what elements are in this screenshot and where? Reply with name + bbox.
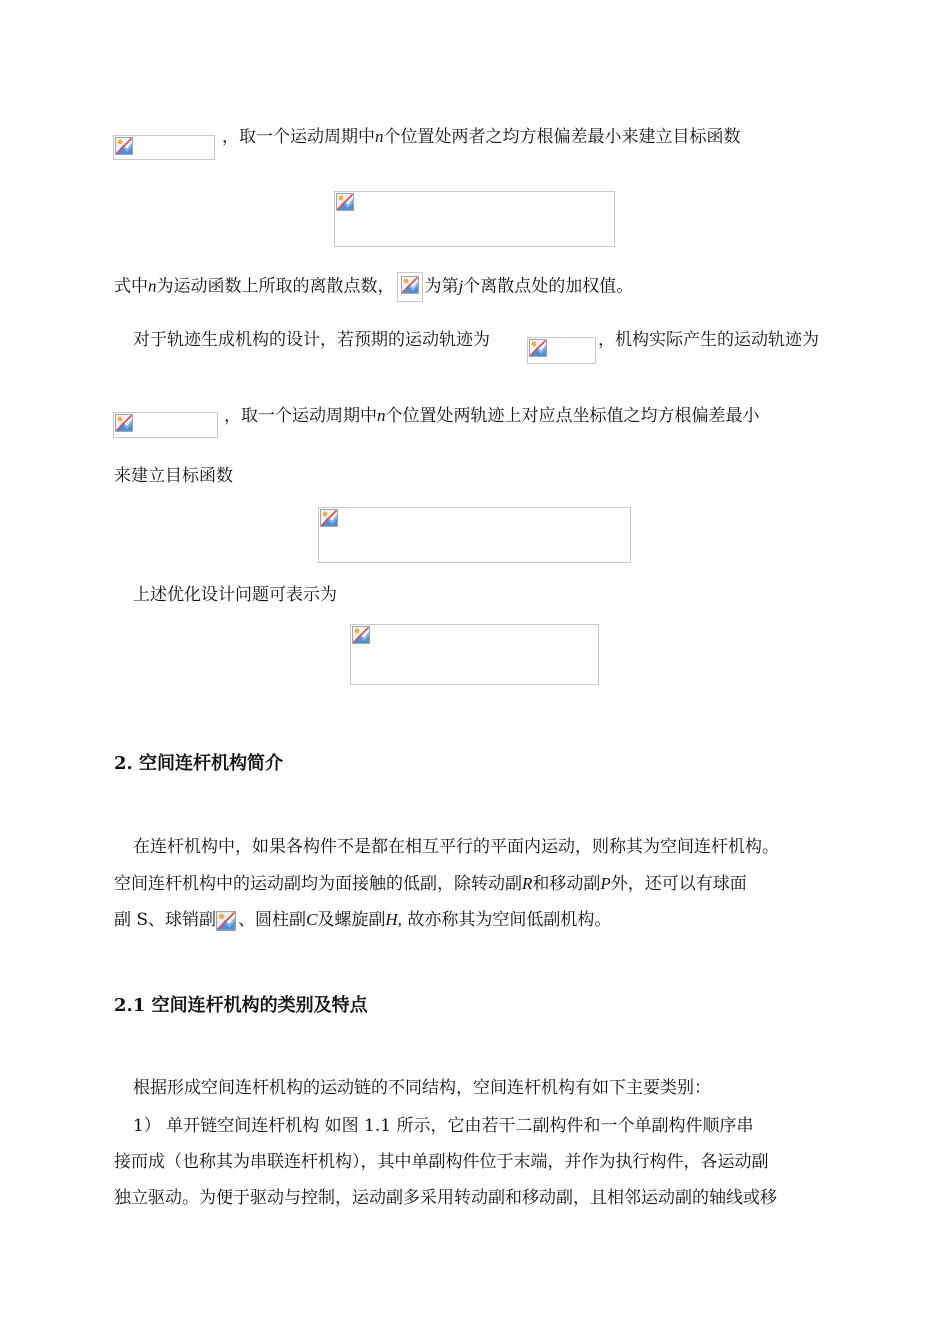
paragraph-line <box>598 329 819 351</box>
paragraph-line <box>114 1187 777 1209</box>
paragraph-line <box>114 873 747 895</box>
text: 故亦称其为空间低副机构。 <box>401 910 612 930</box>
paragraph-line <box>133 1115 753 1137</box>
broken-image-icon <box>529 339 547 357</box>
paragraph-line <box>133 1077 711 1099</box>
variable: n <box>375 127 384 146</box>
broken-image-icon <box>336 193 354 211</box>
text: 副 S、球销副 <box>114 910 217 930</box>
text: 为第 <box>424 276 459 297</box>
text: 外，还可以有球面 <box>610 874 747 894</box>
paragraph-line <box>224 405 760 427</box>
variable: j <box>458 276 464 296</box>
variable: n <box>377 406 386 425</box>
text: ，取一个运动周期中 <box>224 406 377 426</box>
text: 空间连杆机构中的运动副均为面接触的低副，除转动副 <box>114 874 522 894</box>
spherical-pin-pair-image <box>216 910 238 932</box>
formula-image <box>318 507 631 563</box>
text: 在连杆机构中，如果各构件不是都在相互平行的平面内运动，则称其为空间连杆机构。 <box>133 837 779 857</box>
text: 接而成（也称其为串联连杆机构），其中单副构件位于末端，并作为执行构件，各运动副 <box>114 1152 769 1172</box>
variable: P <box>600 874 611 893</box>
formula-image <box>334 191 615 247</box>
broken-image-icon <box>115 137 133 155</box>
text: 个离散点处的加权值。 <box>463 276 634 297</box>
variable: H, <box>385 910 402 929</box>
broken-image-icon <box>401 276 419 294</box>
paragraph-line <box>133 329 490 351</box>
text: 独立驱动。为便于驱动与控制，运动副多采用转动副和移动副，且相邻运动副的轴线或移 <box>114 1188 777 1208</box>
broken-image-icon <box>352 626 370 644</box>
text: 根据形成空间连杆机构的运动链的不同结构，空间连杆机构有如下主要类别： <box>133 1078 711 1098</box>
paragraph-line <box>114 272 633 302</box>
text: ，机构实际产生的运动轨迹为 <box>598 330 819 350</box>
variable: C <box>306 910 318 929</box>
text: 上述优化设计问题可表示为 <box>133 585 337 605</box>
paragraph-line <box>114 465 233 487</box>
text: 个位置处两者之均方根偏差最小来建立目标函数 <box>383 127 741 147</box>
subsection-heading: 2.1 空间连杆机构的类别及特点 <box>114 995 368 1016</box>
text: 对于轨迹生成机构的设计，若预期的运动轨迹为 <box>133 330 490 350</box>
text: 为运动函数上所取的离散点数， <box>156 276 395 297</box>
equation-image <box>113 135 215 160</box>
text: 个位置处两轨迹上对应点坐标值之均方根偏差最小 <box>385 406 760 426</box>
text: 及螺旋副 <box>317 910 386 930</box>
paragraph-line <box>133 584 337 606</box>
weight-symbol-image <box>397 272 423 302</box>
text: 式中 <box>114 276 148 297</box>
text: 1） 单开链空间连杆机构 如图 1.1 所示，它由若干二副构件和一个单副构件顺序串 <box>133 1116 754 1136</box>
paragraph-line <box>114 1151 769 1173</box>
text: ，取一个运动周期中 <box>222 127 375 147</box>
variable: R <box>522 874 533 893</box>
trajectory-image <box>113 412 218 438</box>
paragraph-line <box>133 836 779 858</box>
formula-image <box>350 624 599 685</box>
text: 来建立目标函数 <box>114 466 233 486</box>
paragraph-line <box>222 126 741 148</box>
broken-image-icon <box>216 911 236 931</box>
trajectory-image <box>527 337 596 364</box>
broken-image-icon <box>320 509 338 527</box>
broken-image-icon <box>115 414 133 432</box>
text: 和移动副 <box>532 874 601 894</box>
section-heading: 2. 空间连杆机构简介 <box>114 753 284 774</box>
variable: n <box>148 276 157 296</box>
paragraph-line <box>114 909 611 932</box>
text: 、圆柱副 <box>238 910 307 930</box>
